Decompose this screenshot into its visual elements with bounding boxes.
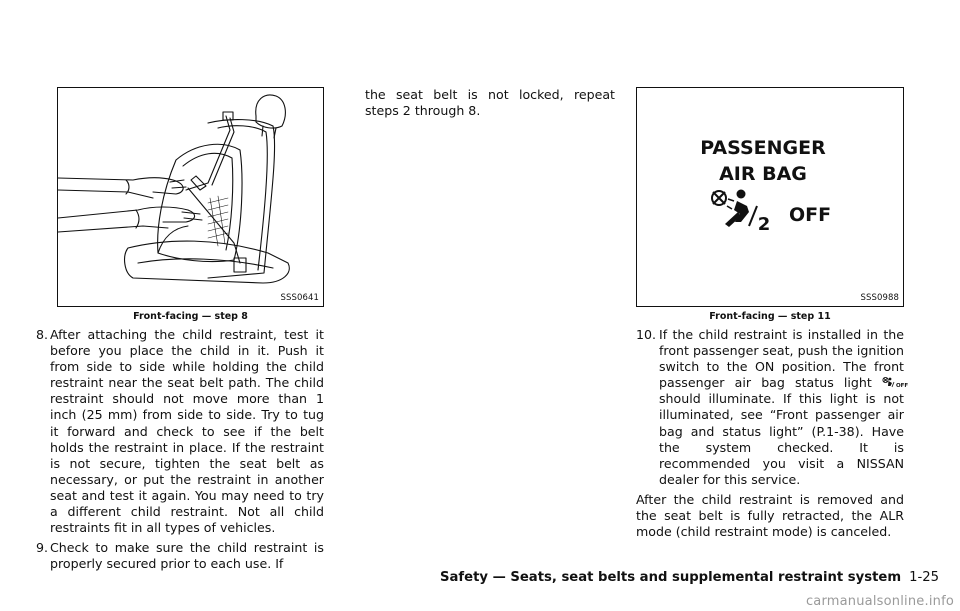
passenger-airbag-off-icon: [712, 190, 770, 236]
after-removal-text: After the child restraint is removed and the seat belt is fully retracted, the ALR mode (child restraint mode) is canceled.: [636, 491, 904, 540]
step-text: After attaching the child restraint, test it before you place the child in it. Push it from side to side while holding the child restraint near the seat belt path. The child restraint should not move more than 1 inch (25 mm) from side to side. Try to tug it forward and check to see if the belt holds the restraint in place. If the restraint is not secure, tighten the seat belt as necessary, or put the restraint in another seat and test it again. You may need to try a different child restraint. Not all child restraints fit in all types of vehicles.: [50, 327, 324, 536]
svg-text:2: 2: [757, 214, 771, 235]
step-number: 9.: [36, 540, 49, 556]
step-number: 8.: [36, 327, 49, 342]
panel-off-label: OFF: [789, 204, 832, 226]
figure-airbag-panel: [636, 87, 904, 307]
column-left-text: [36, 327, 324, 572]
step-10: [636, 327, 909, 488]
panel-line-2: AIR BAG: [719, 163, 807, 185]
figure-caption: Front-facing — step 11: [709, 311, 831, 322]
step-9-continued: the seat belt is not locked, repeat steps 2 through 8.: [365, 87, 615, 119]
section-title: Safety — Seats, seat belts and supplemental restraint system: [440, 570, 902, 585]
step-9: [36, 540, 324, 572]
figure-caption: Front-facing — step 8: [133, 311, 248, 322]
figure-code: SSS0988: [860, 293, 899, 303]
column-right-text: [636, 327, 909, 540]
step-text: should illuminate. If this light is not illuminated, see “Front passenger air bag and status light” (P.1-38). Have the system checked. It is recommended you visit a NISSAN dealer for this service.: [659, 391, 904, 487]
figure-code: SSS0641: [280, 293, 319, 303]
step-text: Check to make sure the child restraint is properly secured prior to each use. If: [50, 540, 324, 572]
child-seat-illustration: [58, 88, 323, 306]
svg-text:OFF: OFF: [896, 383, 909, 390]
passenger-airbag-off-icon: [882, 376, 909, 390]
step-text: If the child restraint is installed in the front passenger seat, push the ignition switch to the ON position. The front passenger air bag status light: [659, 327, 904, 391]
column-middle-text: [351, 87, 615, 119]
step-number: 10.: [636, 327, 657, 342]
airbag-status-panel: [637, 88, 903, 306]
figure-child-seat: [57, 87, 324, 307]
page-footer: [440, 570, 939, 585]
watermark: carmanualsonline.info: [805, 594, 954, 609]
page-number: 1-25: [909, 570, 939, 585]
panel-line-1: PASSENGER: [700, 137, 826, 159]
step-8: [36, 327, 324, 536]
